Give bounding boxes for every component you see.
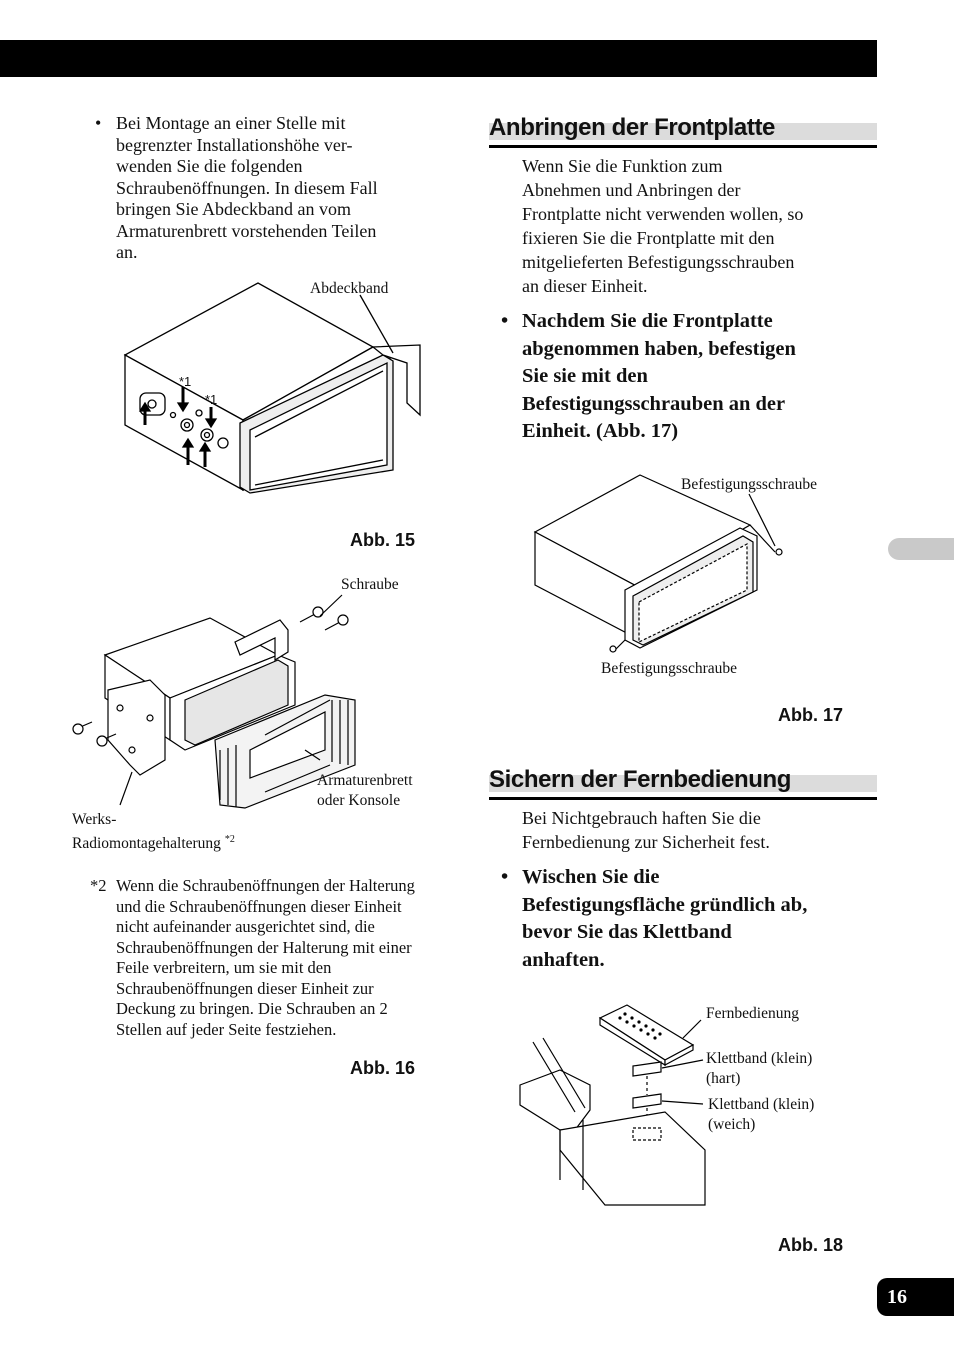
instruction-line: Sie sie mit den	[522, 365, 648, 387]
footnote-line: und die Schraubenöffnungen dieser Einheit	[116, 896, 402, 916]
callout-superscript: *2	[224, 834, 235, 845]
footnote-line: Stellen auf jeder Seite festziehen.	[116, 1019, 337, 1039]
section1-instruction	[501, 308, 862, 446]
bullet-symbol: •	[501, 866, 509, 888]
callout-befestigungsschraube-bottom: Befestigungsschraube	[601, 660, 738, 677]
section-title: Anbringen der Frontplatte	[489, 114, 775, 141]
figure-15-label: Abb. 15	[350, 530, 416, 550]
callout-klettband-hart	[706, 1049, 812, 1089]
instruction-line: abgenommen haben, befestigen	[522, 337, 796, 360]
section2-instruction	[501, 864, 862, 974]
heading-rule	[489, 145, 877, 148]
heading-rule	[489, 797, 877, 800]
bullet-line: Schraubenöffnungen. In diesem Fall	[116, 177, 378, 198]
intro-line: mitgelieferten Befestigungsschrauben	[522, 252, 795, 272]
callout-line: Klettband (klein)	[706, 1050, 813, 1067]
callout-fernbedienung: Fernbedienung	[706, 1005, 799, 1022]
bullet-line: Armaturenbrett vorstehenden Teilen	[116, 220, 377, 241]
callout-befestigungsschraube-top: Befestigungsschraube	[681, 476, 818, 493]
section1-intro	[522, 154, 862, 298]
intro-line: fixieren Sie die Frontplatte mit den	[522, 228, 775, 248]
bullet-line: an.	[116, 242, 138, 262]
callout-armaturenbrett	[317, 771, 413, 811]
instruction-line: Wischen Sie die	[522, 866, 660, 888]
figure-18-label: Abb. 18	[778, 1235, 844, 1255]
limited-height-bullet	[95, 113, 436, 264]
callout-abdeckband: Abdeckband	[310, 280, 389, 297]
figure-18-illustration	[515, 1000, 715, 1215]
callout-line: Klettband (klein)	[708, 1096, 815, 1113]
intro-line: Bei Nichtgebrauch haften Sie die	[522, 808, 761, 828]
footnote-2	[90, 876, 456, 1040]
instruction-line: Nachdem Sie die Frontplatte	[522, 310, 773, 332]
bullet-symbol: •	[95, 113, 102, 133]
callout-klettband-weich	[708, 1095, 814, 1135]
instruction-line: Befestigungsschrauben an der	[522, 392, 786, 415]
header-bar	[0, 40, 877, 77]
instruction-line: anhaften.	[522, 948, 605, 971]
callout-line: Werks-	[72, 811, 117, 828]
figure-17-illustration	[525, 470, 795, 660]
mark-asterisk-1-second: *1	[205, 392, 218, 407]
section2-intro	[522, 806, 862, 854]
callout-schraube: Schraube	[341, 576, 399, 593]
callout-text: Radiomontagehalterung	[72, 835, 221, 853]
figure-17-label: Abb. 17	[778, 705, 844, 725]
intro-line: an dieser Einheit.	[522, 276, 648, 296]
footnote-line: Deckung zu bringen. Die Schrauben an 2	[116, 999, 388, 1018]
footnote-line: Feile verbreitern, um sie mit den	[116, 958, 332, 977]
bullet-symbol: •	[501, 310, 509, 332]
bullet-line: begrenzter Installationshöhe ver-	[116, 134, 353, 155]
intro-line: Frontplatte nicht verwenden wollen, so	[522, 204, 804, 224]
section-anbringen-frontplatte	[489, 112, 877, 148]
bullet-line: Bei Montage an einer Stelle mit	[116, 113, 346, 133]
instruction-line: bevor Sie das Klettband	[522, 921, 732, 943]
page-number: 16	[877, 1278, 954, 1316]
footnote-mark: *2	[90, 876, 107, 895]
instruction-line: Befestigungsfläche gründlich ab,	[522, 893, 808, 916]
instruction-line: Einheit. (Abb. 17)	[522, 420, 679, 442]
footnote-line: Schraubenöffnungen dieser Einheit zur	[116, 978, 374, 998]
callout-line: Armaturenbrett	[317, 772, 413, 789]
intro-line: Fernbedienung zur Sicherheit fest.	[522, 832, 770, 852]
callout-line: oder Konsole	[317, 792, 401, 809]
section-title: Sichern der Fernbedienung	[489, 766, 792, 793]
intro-line: Abnehmen und Anbringen der	[522, 180, 741, 200]
intro-line: Wenn Sie die Funktion zum	[522, 156, 723, 176]
footnote-line: Schraubenöffnungen der Halterung mit einer	[116, 937, 412, 957]
callout-line	[72, 830, 235, 854]
bullet-line: bringen Sie Abdeckband an vom	[116, 199, 351, 219]
callout-line: (hart)	[706, 1070, 741, 1087]
section-tab	[888, 538, 954, 560]
figure-16-label: Abb. 16	[350, 1058, 416, 1078]
footnote-line: Wenn die Schraubenöffnungen der Halterung	[116, 876, 415, 895]
footnote-line: nicht aufeinander ausgerichtet sind, die	[116, 917, 375, 936]
bullet-line: wenden Sie die folgenden	[116, 156, 303, 176]
callout-line: (weich)	[708, 1116, 756, 1133]
mark-asterisk-1: *1	[179, 374, 192, 389]
section-sichern-fernbedienung	[489, 764, 877, 800]
figure-15-illustration	[115, 275, 435, 505]
callout-montagehalterung	[72, 810, 235, 854]
